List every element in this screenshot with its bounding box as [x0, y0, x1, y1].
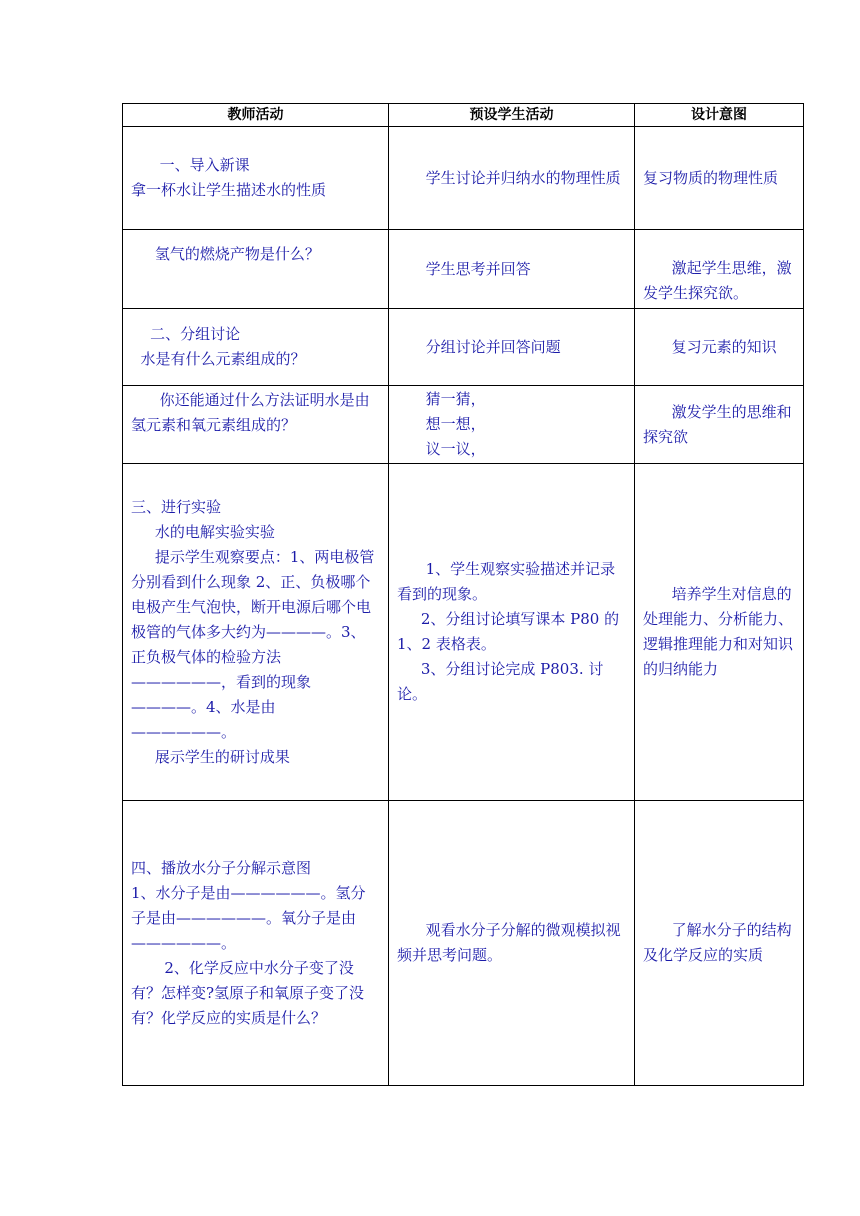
cell-line: 了解水分子的结构及化学反应的实质 — [643, 921, 792, 964]
student-activity-cell — [389, 801, 635, 1086]
table-row — [123, 464, 804, 801]
teacher-activity-cell — [123, 464, 389, 801]
cell-line: 1、水分子是由——————。氢分子是由——————。氧分子是由——————。 — [131, 883, 366, 952]
teacher-activity-cell — [123, 801, 389, 1086]
cell-line: 展示学生的研讨成果 — [131, 747, 290, 766]
cell-line: 学生讨论并归纳水的物理性质 — [397, 168, 621, 187]
table-row — [123, 801, 804, 1086]
design-intent-cell — [635, 464, 804, 801]
teacher-activity-cell — [123, 309, 389, 386]
student-activity-cell — [389, 386, 635, 464]
teacher-activity-cell — [123, 127, 389, 230]
cell-line: 分组讨论并回答问题 — [397, 337, 561, 356]
header-teacher-activity: 教师活动 — [123, 104, 389, 127]
student-activity-cell — [389, 309, 635, 386]
cell-line: 想一想， — [397, 415, 486, 433]
cell-line: 学生思考并回答 — [397, 259, 531, 278]
cell-line: 氢气的燃烧产物是什么？ — [131, 245, 320, 263]
cell-line: 激起学生思维，激发学生探究欲。 — [643, 259, 792, 302]
design-intent-cell — [635, 801, 804, 1086]
cell-line: 1、学生观察实验描述并记录看到的现象。 — [397, 560, 616, 603]
cell-line: 三、进行实验 — [131, 497, 222, 516]
cell-line: 拿一杯水让学生描述水的性质 — [131, 181, 327, 199]
table-row — [123, 230, 804, 309]
teacher-activity-cell — [123, 230, 389, 309]
table-row — [123, 309, 804, 386]
design-intent-cell — [635, 230, 804, 309]
cell-line: 3、分组讨论完成 P803. 讨论。 — [397, 660, 604, 703]
cell-line: 复习物质的物理性质 — [643, 168, 779, 187]
header-design-intent: 设计意图 — [635, 104, 804, 127]
table-row — [123, 127, 804, 230]
design-intent-cell — [635, 127, 804, 230]
lesson-plan-table — [122, 103, 804, 1086]
cell-line: 激发学生的思维和探究欲 — [643, 402, 792, 446]
cell-line: 二、分组讨论 — [131, 325, 241, 343]
cell-line: 观看水分子分解的微观模拟视频并思考问题。 — [397, 921, 621, 964]
cell-line: 2、分组讨论填写课本 P80 的 1、2 表格表。 — [397, 610, 624, 653]
cell-line: 水是有什么元素组成的？ — [131, 350, 306, 368]
cell-line: 你还能通过什么方法证明水是由氢元素和氧元素组成的？ — [131, 391, 370, 434]
table-header-row — [123, 104, 804, 127]
cell-line: 议一议， — [397, 440, 486, 458]
cell-line: 水的电解实验实验 — [131, 522, 275, 541]
student-activity-cell — [389, 230, 635, 309]
cell-line: 猜一猜， — [397, 390, 486, 408]
cell-line: 一、导入新课 — [131, 156, 250, 174]
header-student-activity: 预设学生活动 — [389, 104, 635, 127]
cell-line: 2、化学反应中水分子变了没有？怎样变?氢原子和氧原子变了没有？化学反应的实质是什么？ — [131, 958, 365, 1027]
teacher-activity-cell — [123, 386, 389, 464]
table-row — [123, 386, 804, 464]
cell-line: 培养学生对信息的处理能力、分析能力、逻辑推理能力和对知识的归纳能力 — [643, 585, 794, 678]
student-activity-cell — [389, 127, 635, 230]
design-intent-cell — [635, 386, 804, 464]
cell-line: 四、播放水分子分解示意图 — [131, 858, 312, 877]
design-intent-cell — [635, 309, 804, 386]
cell-line: 复习元素的知识 — [643, 337, 777, 356]
cell-line: 提示学生观察要点：1、两电极管分别看到什么现象 2、正、负极哪个电极产生气泡快，断开电源后哪个电极管的气体多大约为————。3、正负极气体的检验方法——————，看到的现象————。4、水是由——————。 — [131, 547, 375, 741]
student-activity-cell — [389, 464, 635, 801]
